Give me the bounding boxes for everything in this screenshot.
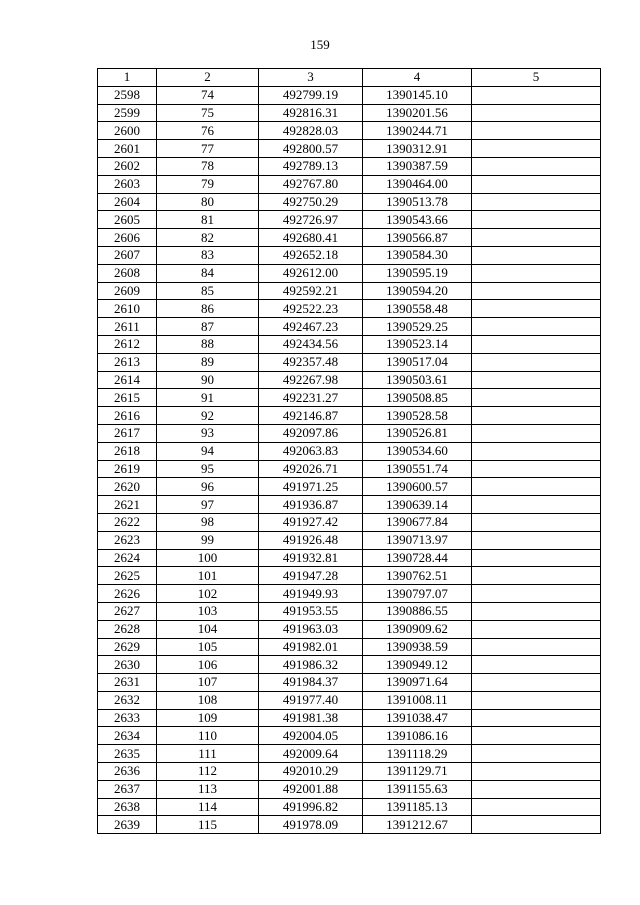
table-cell-col-3: 492267.98 [259,371,363,389]
table-cell-col-5 [472,798,601,816]
table-row [98,140,601,158]
table-row [98,745,601,763]
table-cell-col-3: 492816.31 [259,104,363,122]
table-cell-col-5 [472,407,601,425]
table-cell-col-3: 492146.87 [259,407,363,425]
table-cell-col-1: 2611 [98,318,157,336]
table-cell-col-4: 1390551.74 [363,460,472,478]
table-cell-col-4: 1391129.71 [363,763,472,781]
table-cell-col-5 [472,727,601,745]
table-cell-col-3: 491963.03 [259,620,363,638]
table-cell-col-2: 109 [157,709,259,727]
table-cell-col-2: 94 [157,442,259,460]
table-cell-col-2: 79 [157,175,259,193]
table-cell-col-4: 1390558.48 [363,300,472,318]
table-cell-col-1: 2632 [98,691,157,709]
table-row [98,424,601,442]
table-cell-col-2: 108 [157,691,259,709]
table-cell-col-4: 1390949.12 [363,656,472,674]
table-cell-col-3: 492592.21 [259,282,363,300]
table-cell-col-4: 1391155.63 [363,780,472,798]
table-cell-col-4: 1390594.20 [363,282,472,300]
table-cell-col-5 [472,442,601,460]
table-row [98,549,601,567]
table-cell-col-2: 84 [157,264,259,282]
table-cell-col-4: 1390387.59 [363,157,472,175]
table-cell-col-5 [472,318,601,336]
table-cell-col-2: 75 [157,104,259,122]
table-cell-col-3: 492467.23 [259,318,363,336]
table-row [98,674,601,692]
table-cell-col-4: 1390728.44 [363,549,472,567]
table-row [98,104,601,122]
table-cell-col-2: 104 [157,620,259,638]
table-cell-col-5 [472,104,601,122]
table-cell-col-3: 492026.71 [259,460,363,478]
table-cell-col-4: 1390677.84 [363,513,472,531]
table-cell-col-1: 2631 [98,674,157,692]
table-row [98,638,601,656]
table-cell-col-2: 114 [157,798,259,816]
table-cell-col-3: 492799.19 [259,86,363,104]
table-cell-col-3: 492726.97 [259,211,363,229]
table-cell-col-1: 2617 [98,424,157,442]
table-cell-col-1: 2626 [98,585,157,603]
table-cell-col-4: 1390600.57 [363,478,472,496]
table-cell-col-3: 492357.48 [259,353,363,371]
table-row [98,335,601,353]
table-cell-col-5 [472,585,601,603]
table-row [98,691,601,709]
table-cell-col-1: 2622 [98,513,157,531]
table-cell-col-2: 92 [157,407,259,425]
table-cell-col-1: 2634 [98,727,157,745]
table-cell-col-1: 2604 [98,193,157,211]
table-cell-col-1: 2630 [98,656,157,674]
table-cell-col-2: 105 [157,638,259,656]
table-cell-col-2: 93 [157,424,259,442]
table-cell-col-4: 1390534.60 [363,442,472,460]
table-cell-col-5 [472,86,601,104]
table-cell-col-1: 2629 [98,638,157,656]
table-cell-col-5 [472,780,601,798]
table-row [98,389,601,407]
table-cell-col-5 [472,335,601,353]
table-cell-col-5 [472,478,601,496]
table-cell-col-1: 2598 [98,86,157,104]
table-header-row [98,69,601,87]
table-row [98,567,601,585]
table-cell-col-3: 492522.23 [259,300,363,318]
table-cell-col-5 [472,122,601,140]
table-cell-col-5 [472,763,601,781]
table-cell-col-4: 1391038.47 [363,709,472,727]
table-cell-col-2: 89 [157,353,259,371]
table-cell-col-1: 2633 [98,709,157,727]
table-cell-col-5 [472,691,601,709]
table-row [98,157,601,175]
table-cell-col-5 [472,264,601,282]
table-cell-col-1: 2603 [98,175,157,193]
table-row [98,602,601,620]
table-cell-col-5 [472,353,601,371]
table-cell-col-1: 2613 [98,353,157,371]
table-cell-col-3: 492828.03 [259,122,363,140]
table-cell-col-4: 1390244.71 [363,122,472,140]
table-cell-col-2: 102 [157,585,259,603]
table-cell-col-2: 98 [157,513,259,531]
table-row [98,727,601,745]
table-cell-col-3: 492009.64 [259,745,363,763]
table-cell-col-2: 77 [157,140,259,158]
table-row [98,780,601,798]
table-row [98,193,601,211]
table-body [98,86,601,833]
table-row [98,442,601,460]
table-cell-col-4: 1390517.04 [363,353,472,371]
table-cell-col-5 [472,193,601,211]
table-cell-col-1: 2639 [98,816,157,834]
table-cell-col-3: 491927.42 [259,513,363,531]
table-row [98,318,601,336]
column-header-3: 3 [259,69,363,87]
table-row [98,763,601,781]
table-cell-col-1: 2638 [98,798,157,816]
table-cell-col-2: 83 [157,246,259,264]
table-cell-col-4: 1390528.58 [363,407,472,425]
table-cell-col-1: 2599 [98,104,157,122]
table-cell-col-4: 1390503.61 [363,371,472,389]
table-cell-col-1: 2619 [98,460,157,478]
table-row [98,656,601,674]
table-row [98,300,601,318]
table-cell-col-1: 2609 [98,282,157,300]
table-cell-col-1: 2608 [98,264,157,282]
table-cell-col-2: 100 [157,549,259,567]
table-cell-col-1: 2635 [98,745,157,763]
table-row [98,175,601,193]
table-cell-col-2: 86 [157,300,259,318]
table-cell-col-1: 2614 [98,371,157,389]
table-cell-col-4: 1390797.07 [363,585,472,603]
table-cell-col-1: 2618 [98,442,157,460]
table-cell-col-2: 107 [157,674,259,692]
table-cell-col-5 [472,620,601,638]
table-cell-col-3: 492680.41 [259,229,363,247]
table-cell-col-4: 1390584.30 [363,246,472,264]
table-cell-col-5 [472,816,601,834]
coordinates-table [97,68,601,834]
table-cell-col-5 [472,602,601,620]
table-row [98,264,601,282]
table-cell-col-4: 1390566.87 [363,229,472,247]
table-row [98,798,601,816]
table-cell-col-3: 492789.13 [259,157,363,175]
page-number: 159 [310,37,330,52]
table-cell-col-3: 492231.27 [259,389,363,407]
table-cell-col-5 [472,140,601,158]
table-cell-col-5 [472,496,601,514]
table-row [98,86,601,104]
table-cell-col-3: 491996.82 [259,798,363,816]
table-cell-col-3: 491978.09 [259,816,363,834]
table-row [98,229,601,247]
table-row [98,816,601,834]
table-cell-col-3: 492063.83 [259,442,363,460]
table-cell-col-5 [472,745,601,763]
table-cell-col-1: 2628 [98,620,157,638]
table-cell-col-4: 1390201.56 [363,104,472,122]
table-cell-col-1: 2601 [98,140,157,158]
table-cell-col-4: 1390464.00 [363,175,472,193]
table-cell-col-3: 491926.48 [259,531,363,549]
table-cell-col-2: 97 [157,496,259,514]
table-row [98,282,601,300]
table-cell-col-1: 2600 [98,122,157,140]
table-cell-col-4: 1390886.55 [363,602,472,620]
table-cell-col-5 [472,567,601,585]
table-cell-col-2: 78 [157,157,259,175]
table-cell-col-4: 1390523.14 [363,335,472,353]
table-cell-col-3: 492652.18 [259,246,363,264]
table-cell-col-2: 74 [157,86,259,104]
table-cell-col-3: 492767.80 [259,175,363,193]
table-cell-col-5 [472,531,601,549]
table-cell-col-1: 2621 [98,496,157,514]
table-cell-col-1: 2605 [98,211,157,229]
table-cell-col-3: 491932.81 [259,549,363,567]
table-cell-col-4: 1391118.29 [363,745,472,763]
table-cell-col-2: 112 [157,763,259,781]
table-cell-col-1: 2637 [98,780,157,798]
table-cell-col-1: 2624 [98,549,157,567]
table-cell-col-5 [472,157,601,175]
table-cell-col-3: 491936.87 [259,496,363,514]
table-cell-col-4: 1390909.62 [363,620,472,638]
table-cell-col-2: 96 [157,478,259,496]
table-cell-col-5 [472,656,601,674]
table-row [98,478,601,496]
table-cell-col-1: 2636 [98,763,157,781]
table-row [98,460,601,478]
table-cell-col-3: 491986.32 [259,656,363,674]
table-cell-col-5 [472,229,601,247]
table-cell-col-5 [472,460,601,478]
table-cell-col-2: 113 [157,780,259,798]
table-cell-col-5 [472,389,601,407]
table-cell-col-4: 1390713.97 [363,531,472,549]
table-cell-col-5 [472,282,601,300]
column-header-4: 4 [363,69,472,87]
table-row [98,531,601,549]
column-header-1: 1 [98,69,157,87]
table-cell-col-4: 1390145.10 [363,86,472,104]
table-cell-col-2: 82 [157,229,259,247]
table-cell-col-5 [472,709,601,727]
table-cell-col-3: 491984.37 [259,674,363,692]
table-cell-col-5 [472,549,601,567]
table-cell-col-5 [472,175,601,193]
column-header-2: 2 [157,69,259,87]
table-cell-col-3: 492434.56 [259,335,363,353]
table-cell-col-3: 491981.38 [259,709,363,727]
table-cell-col-4: 1390529.25 [363,318,472,336]
table-cell-col-1: 2623 [98,531,157,549]
column-header-5: 5 [472,69,601,87]
table-cell-col-2: 90 [157,371,259,389]
table-cell-col-2: 111 [157,745,259,763]
table-row [98,353,601,371]
table-row [98,496,601,514]
table-cell-col-1: 2616 [98,407,157,425]
table-cell-col-2: 115 [157,816,259,834]
table-cell-col-3: 492750.29 [259,193,363,211]
table-cell-col-4: 1390312.91 [363,140,472,158]
table-cell-col-1: 2620 [98,478,157,496]
table-row [98,122,601,140]
table-cell-col-4: 1390595.19 [363,264,472,282]
table-cell-col-3: 491947.28 [259,567,363,585]
table-cell-col-2: 88 [157,335,259,353]
table-row [98,620,601,638]
table-cell-col-1: 2615 [98,389,157,407]
table-cell-col-5 [472,638,601,656]
table-cell-col-3: 491971.25 [259,478,363,496]
table-row [98,211,601,229]
table-row [98,246,601,264]
table-cell-col-1: 2606 [98,229,157,247]
table-cell-col-2: 99 [157,531,259,549]
table-cell-col-1: 2602 [98,157,157,175]
table-cell-col-3: 492004.05 [259,727,363,745]
table-cell-col-4: 1390971.64 [363,674,472,692]
table-cell-col-2: 91 [157,389,259,407]
table-cell-col-2: 80 [157,193,259,211]
table-cell-col-4: 1390762.51 [363,567,472,585]
table-cell-col-5 [472,371,601,389]
table-cell-col-2: 106 [157,656,259,674]
table-cell-col-4: 1391212.67 [363,816,472,834]
table-cell-col-4: 1390639.14 [363,496,472,514]
table-cell-col-5 [472,300,601,318]
table-cell-col-3: 491977.40 [259,691,363,709]
table-cell-col-3: 491953.55 [259,602,363,620]
table-cell-col-4: 1390526.81 [363,424,472,442]
table-cell-col-1: 2612 [98,335,157,353]
table-cell-col-3: 491949.93 [259,585,363,603]
table-cell-col-2: 110 [157,727,259,745]
table-cell-col-3: 491982.01 [259,638,363,656]
table-cell-col-1: 2610 [98,300,157,318]
table-cell-col-1: 2627 [98,602,157,620]
table-row [98,585,601,603]
table-cell-col-3: 492612.00 [259,264,363,282]
table-cell-col-5 [472,674,601,692]
table-cell-col-2: 101 [157,567,259,585]
table-cell-col-2: 85 [157,282,259,300]
table-cell-col-4: 1390543.66 [363,211,472,229]
table-cell-col-4: 1391185.13 [363,798,472,816]
table-cell-col-2: 81 [157,211,259,229]
table-cell-col-5 [472,424,601,442]
table-cell-col-1: 2625 [98,567,157,585]
table-cell-col-2: 87 [157,318,259,336]
table-cell-col-3: 492800.57 [259,140,363,158]
table-cell-col-3: 492001.88 [259,780,363,798]
table-cell-col-4: 1391086.16 [363,727,472,745]
table-row [98,407,601,425]
table-cell-col-3: 492010.29 [259,763,363,781]
table-cell-col-2: 95 [157,460,259,478]
table-row [98,709,601,727]
table-cell-col-4: 1390938.59 [363,638,472,656]
table-cell-col-5 [472,513,601,531]
table-cell-col-5 [472,246,601,264]
table-cell-col-1: 2607 [98,246,157,264]
table-cell-col-2: 103 [157,602,259,620]
table-cell-col-2: 76 [157,122,259,140]
table-row [98,513,601,531]
table-cell-col-4: 1390508.85 [363,389,472,407]
table-cell-col-3: 492097.86 [259,424,363,442]
table-cell-col-5 [472,211,601,229]
table-cell-col-4: 1391008.11 [363,691,472,709]
table-row [98,371,601,389]
table-cell-col-4: 1390513.78 [363,193,472,211]
